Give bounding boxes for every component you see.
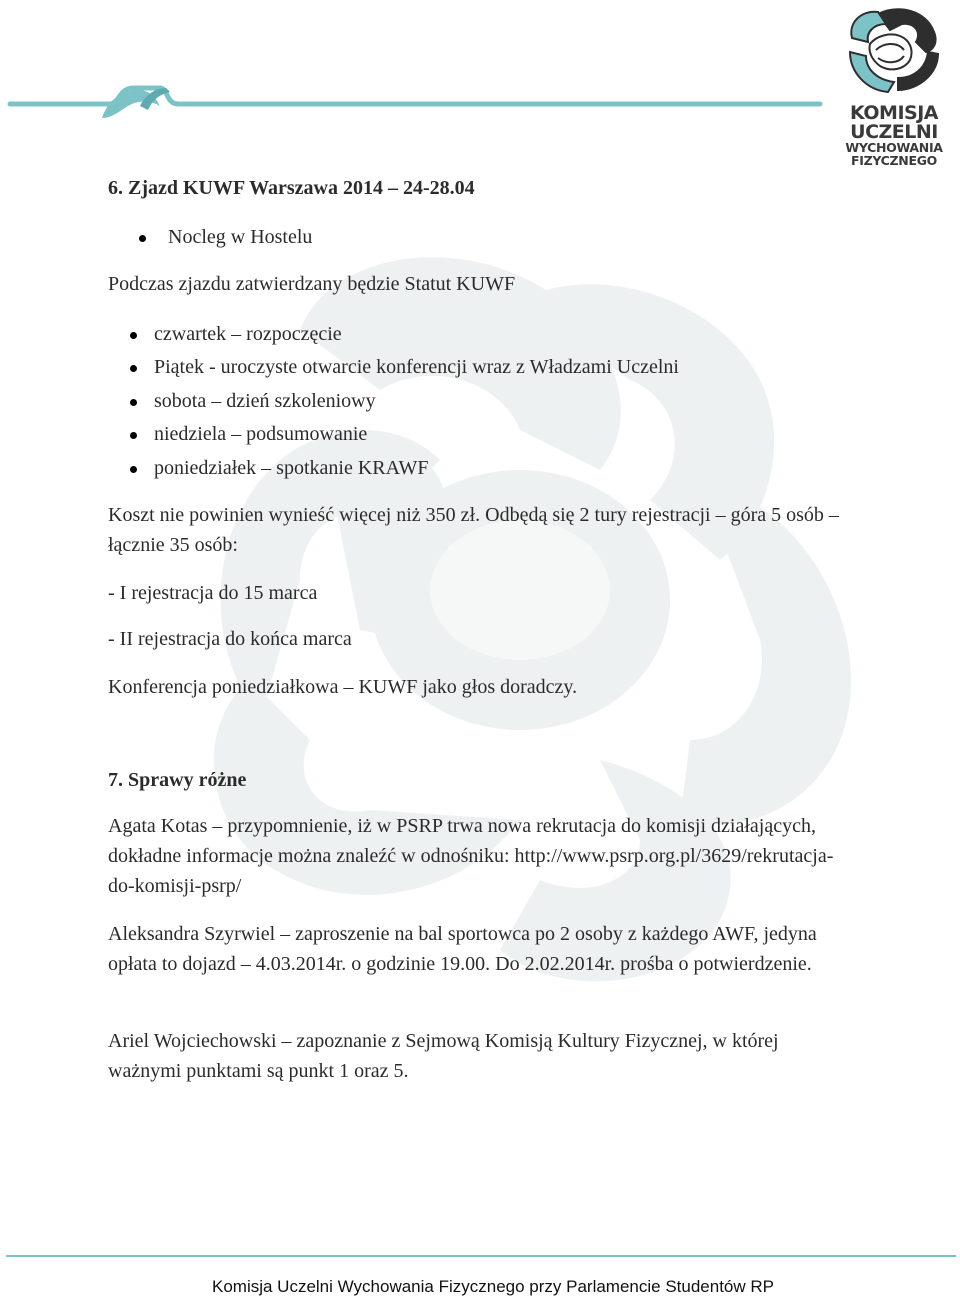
list-item: poniedziałek – spotkanie KRAWF	[108, 453, 679, 486]
hands-emblem-icon	[838, 2, 950, 102]
conference-paragraph: Konferencja poniedziałkowa – KUWF jako głos doradczy.	[108, 676, 578, 698]
organization-logo	[838, 2, 950, 168]
footer-divider	[6, 1255, 956, 1257]
section-7-item-3: Ariel Wojciechowski – zapoznanie z Sejmową Komisją Kultury Fizycznej, w której ważnymi punktami są punkt 1 oraz 5.	[108, 1030, 779, 1082]
accommodation-list	[108, 222, 312, 255]
registration-1: - I rejestracja do 15 marca	[108, 582, 318, 604]
registration-2: - II rejestracja do końca marca	[108, 628, 352, 650]
list-item: Nocleg w Hostelu	[108, 222, 312, 255]
footer-text: Komisja Uczelni Wychowania Fizycznego przy Parlamencie Studentów RP	[211, 1277, 775, 1296]
logo-line-1: KOMISJA	[850, 102, 938, 124]
list-item: sobota – dzień szkoleniowy	[108, 386, 679, 419]
logo-line-4: FIZYCZNEGO	[851, 152, 937, 168]
logo-line-2: UCZELNI	[850, 121, 938, 143]
schedule-list	[108, 319, 679, 486]
header-divider	[0, 70, 960, 150]
section-7-heading: 7. Sprawy różne	[108, 769, 247, 791]
section-7-item-1: Agata Kotas – przypomnienie, iż w PSRP trwa nowa rekrutacja do komisji działających, dokładne informacje można znaleźć w odnośniku: http://www.psrp.org.pl/3629/rekrutacja-do-komisji-psrp/	[108, 815, 834, 897]
cost-paragraph: Koszt nie powinien wynieść więcej niż 350 zł. Odbędą się 2 tury rejestracji – góra 5 osób – łącznie 35 osób:	[108, 504, 839, 556]
list-item: Piątek - uroczyste otwarcie konferencji wraz z Władzami Uczelni	[108, 352, 679, 385]
logo-line-3: WYCHOWANIA	[845, 140, 943, 155]
statute-paragraph: Podczas zjazdu zatwierdzany będzie Statut KUWF	[108, 273, 516, 295]
list-item: niedziela – podsumowanie	[108, 419, 679, 452]
section-7-item-2: Aleksandra Szyrwiel – zaproszenie na bal sportowca po 2 osoby z każdego AWF, jedyna opłata to dojazd – 4.03.2014r. o godzinie 19.00. Do 2.02.2014r. prośba o potwierdzenie.	[108, 923, 817, 975]
section-6-heading: 6. Zjazd KUWF Warszawa 2014 – 24-28.04	[108, 177, 475, 199]
list-item: czwartek – rozpoczęcie	[108, 319, 679, 352]
logo-wordmark	[838, 104, 950, 167]
